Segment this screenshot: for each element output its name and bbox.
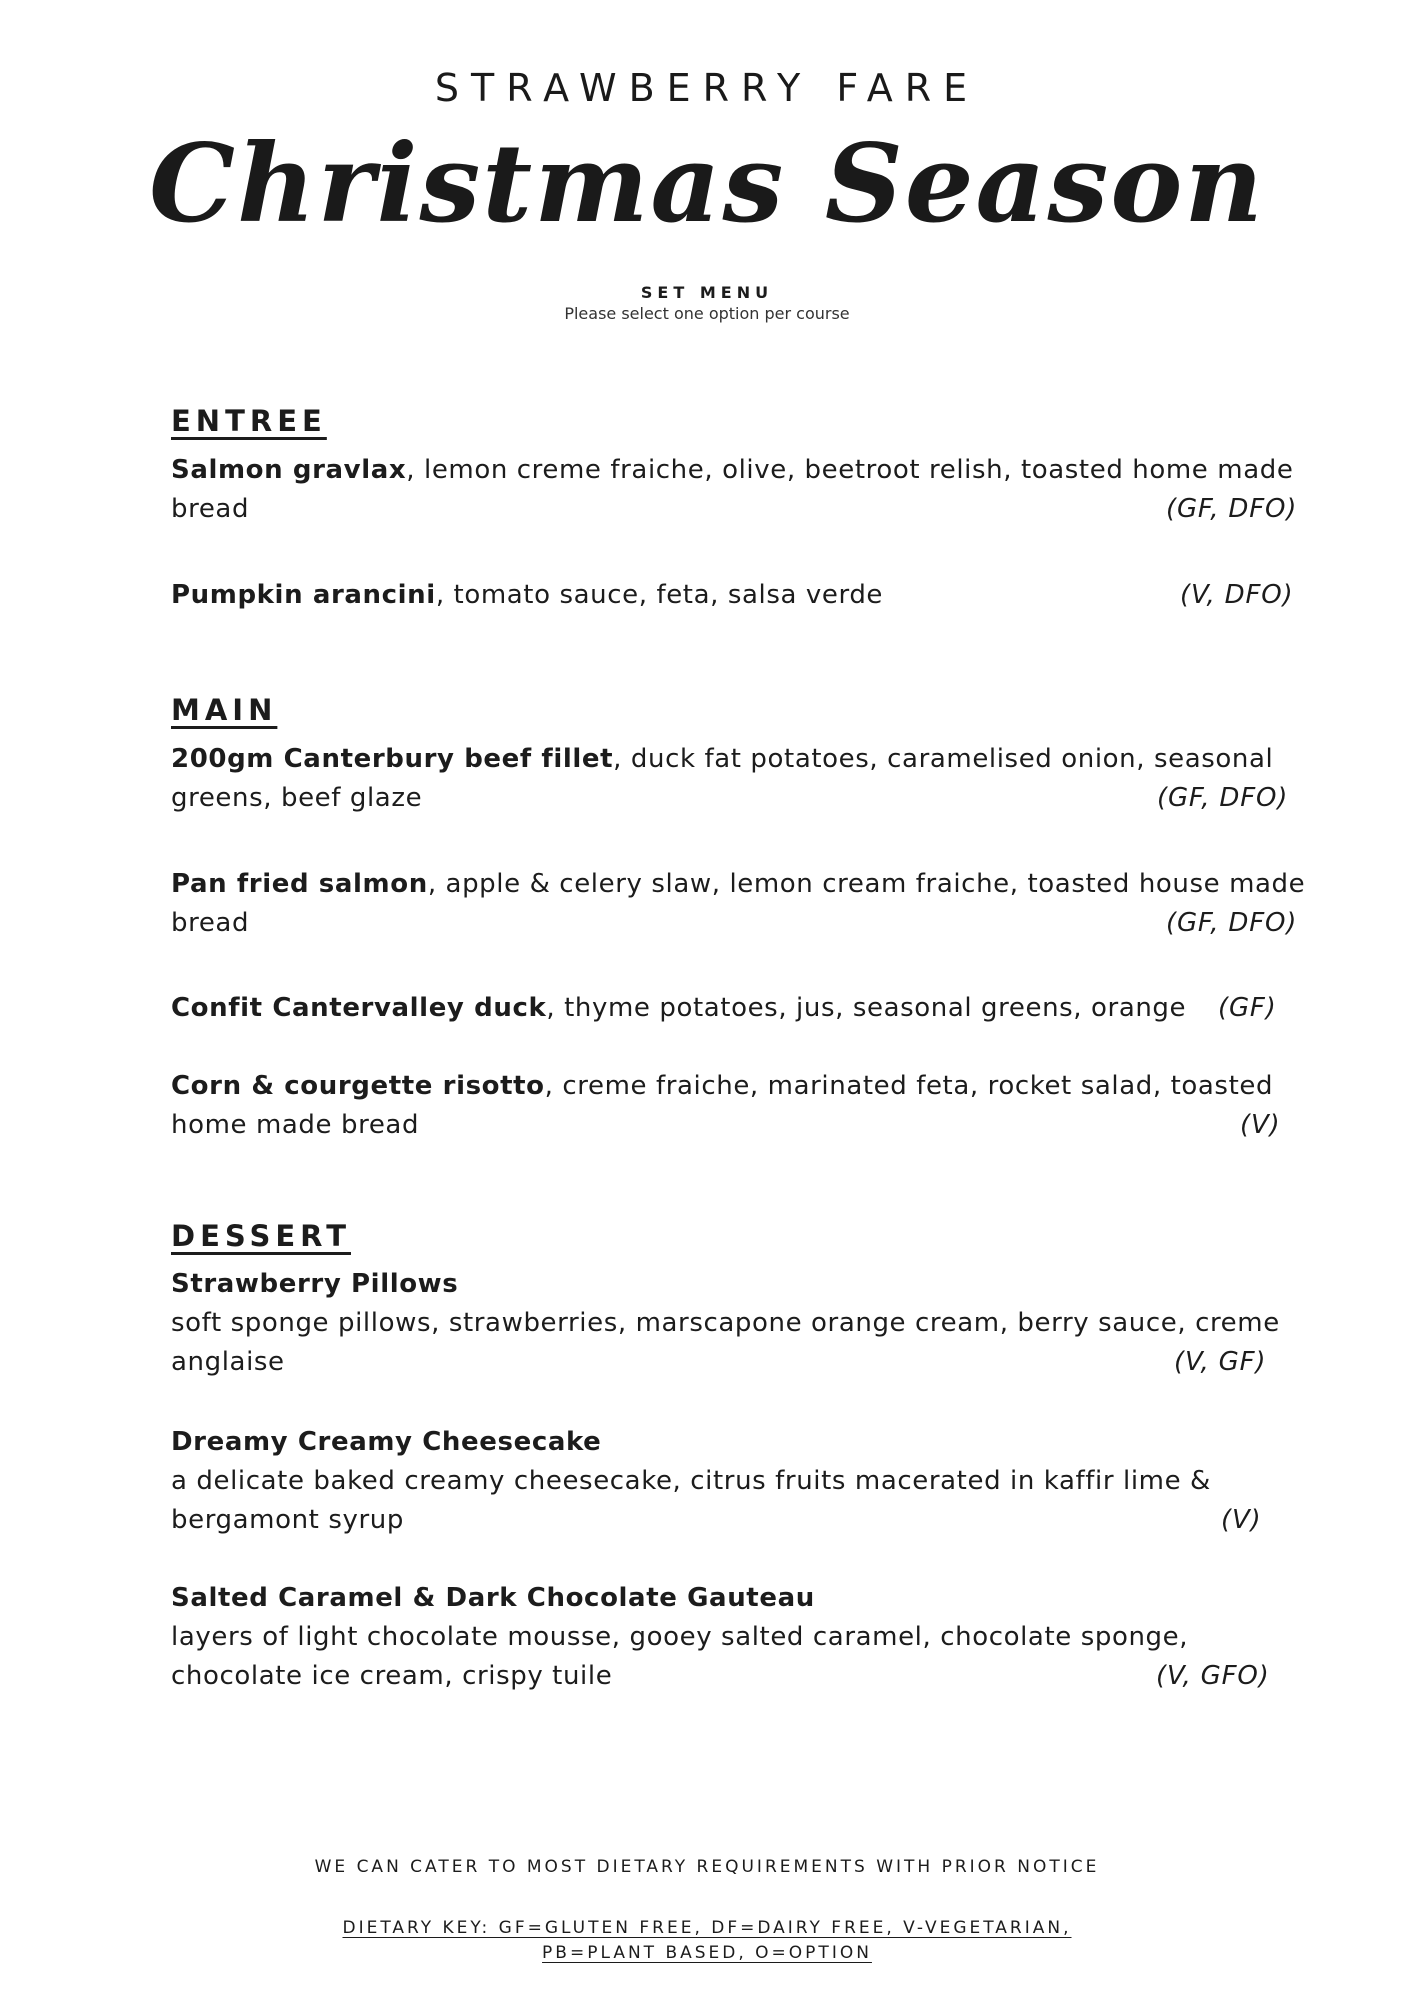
dish-name: Confit Cantervalley duck [171, 993, 547, 1023]
dietary-key [0, 1916, 1414, 1966]
dish-description: , tomato sauce, feta, salsa verde [435, 580, 884, 610]
dish-name: Dreamy Creamy Cheesecake [171, 1427, 602, 1457]
dish-description: , lemon creme fraiche, olive, beetroot relish, toasted home made [406, 455, 1294, 485]
dish-description: a delicate baked creamy cheesecake, citrus fruits macerated in kaffir lime & [171, 1466, 1211, 1496]
menu-item-cheesecake [171, 1423, 1311, 1540]
menu-item-chocolate-gauteau [171, 1579, 1311, 1696]
dish-description: soft sponge pillows, strawberries, marscapone orange cream, berry sauce, creme [171, 1308, 1280, 1338]
dish-description-cont: bergamont syrup [171, 1505, 404, 1535]
menu-item-corn-courgette-risotto [171, 1067, 1311, 1145]
dish-description: , apple & celery slaw, lemon cream fraiche, toasted house made [427, 869, 1306, 899]
dish-description-cont: bread [171, 908, 250, 938]
dish-name: Pan fried salmon [171, 869, 428, 899]
set-menu-label: SET MENU [640, 283, 774, 302]
dietary-key-line-1: DIETARY KEY: GF=GLUTEN FREE, DF=DAIRY FREE, V-VEGETARIAN, [342, 1918, 1072, 1938]
dietary-tags: (GF) [1218, 993, 1277, 1023]
dietary-key-line-2: PB=PLANT BASED, O=OPTION [542, 1943, 872, 1963]
menu-item-strawberry-pillows [171, 1265, 1311, 1382]
section-title-main: MAIN [171, 693, 278, 727]
dietary-tags: (V) [1240, 1110, 1281, 1140]
dish-name: Strawberry Pillows [171, 1269, 459, 1299]
dish-description-cont: greens, beef glaze [171, 783, 423, 813]
dish-name: Corn & courgette risotto [171, 1071, 545, 1101]
menu-item-pan-fried-salmon [171, 865, 1311, 943]
dietary-tags: (GF, DFO) [1157, 783, 1289, 813]
dish-description: , duck fat potatoes, caramelised onion, seasonal [613, 744, 1274, 774]
menu-instructions: Please select one option per course [564, 304, 850, 323]
menu-item-beef-fillet [171, 740, 1311, 818]
dish-name: 200gm Canterbury beef fillet [171, 744, 614, 774]
dish-description: , thyme potatoes, jus, seasonal greens, orange [546, 993, 1187, 1023]
dietary-tags: (V, DFO) [1180, 580, 1294, 610]
menu-title: Christmas Season [149, 121, 1265, 247]
menu-item-confit-duck [171, 989, 1311, 1028]
menu-item-pumpkin-arancini [171, 576, 1311, 615]
dish-description-cont: chocolate ice cream, crispy tuile [171, 1661, 613, 1691]
dish-description-cont: bread [171, 494, 250, 524]
dish-name: Salted Caramel & Dark Chocolate Gauteau [171, 1583, 815, 1613]
menu-item-salmon-gravlax [171, 451, 1311, 529]
dietary-tags: (GF, DFO) [1166, 908, 1298, 938]
section-title-entree: ENTREE [171, 404, 327, 438]
brand-name: STRAWBERRY FARE [434, 66, 980, 110]
dietary-requirements-note: WE CAN CATER TO MOST DIETARY REQUIREMENTS WITH PRIOR NOTICE [314, 1857, 1100, 1877]
dish-description: , creme fraiche, marinated feta, rocket salad, toasted [544, 1071, 1274, 1101]
dish-description-cont: home made bread [171, 1110, 420, 1140]
dish-name: Salmon gravlax [171, 455, 407, 485]
dietary-tags: (V, GFO) [1156, 1661, 1270, 1691]
dish-description-cont: anglaise [171, 1347, 285, 1377]
dish-name: Pumpkin arancini [171, 580, 436, 610]
dietary-tags: (V) [1221, 1505, 1262, 1535]
dietary-tags: (V, GF) [1174, 1347, 1267, 1377]
section-title-dessert: DESSERT [171, 1219, 351, 1253]
dietary-tags: (GF, DFO) [1166, 494, 1298, 524]
dish-description: layers of light chocolate mousse, gooey salted caramel, chocolate sponge, [171, 1622, 1189, 1652]
